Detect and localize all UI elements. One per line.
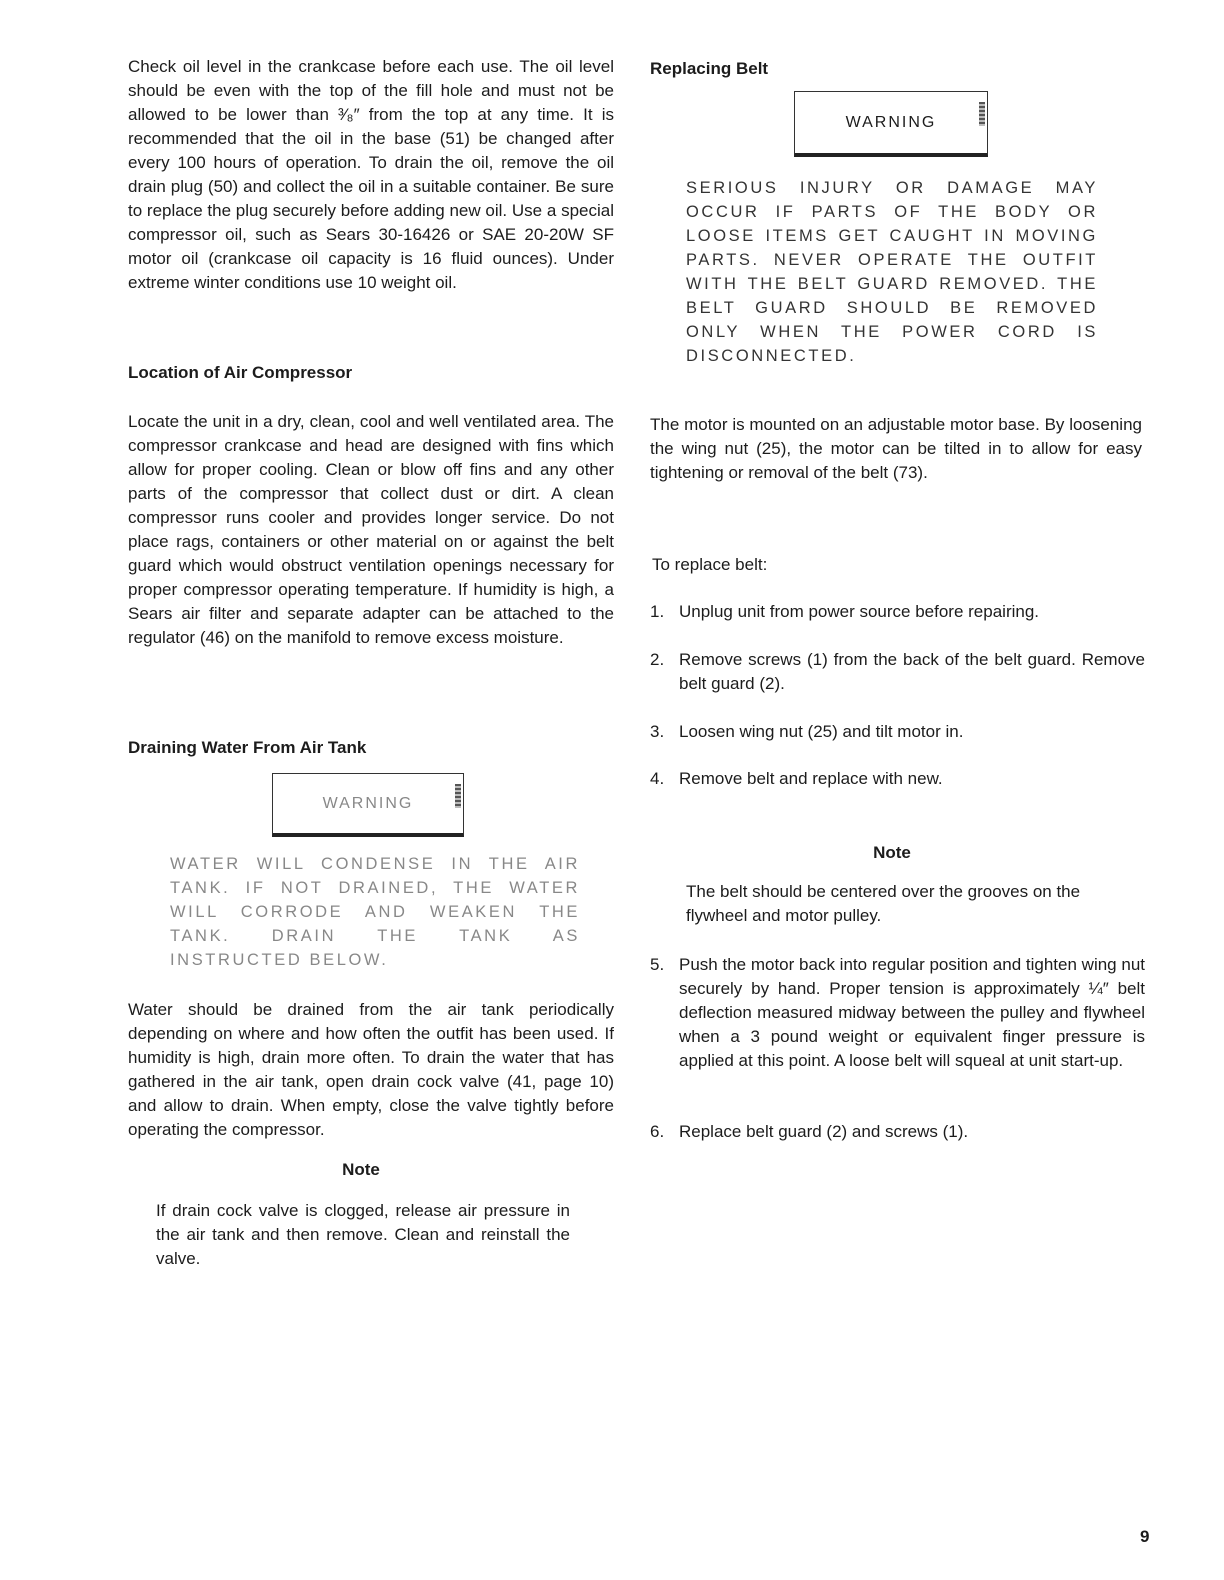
step-item <box>650 953 1145 1073</box>
oil-level-paragraph: Check oil level in the crankcase before each use. The oil level should be even with the top of the fill hole and must not be allowed to be lower than ³⁄₈″ from the top at any time. It is recommended that the oil in the base (51) be changed after every 100 hours of operation. To drain the oil, remove the oil drain plug (50) and collect the oil in a suitable container. Be sure to replace the plug securely before adding new oil. Use a special compressor oil, such as Sears 30-16426 or SAE 20-20W SF motor oil (crankcase oil capacity is 16 fluid ounces). Under extreme winter conditions use 10 weight oil. <box>128 57 614 292</box>
step-item <box>650 767 1145 791</box>
belt-warning-box <box>794 91 988 157</box>
warning-shade-icon <box>979 102 985 126</box>
belt-warning-label: WARNING <box>845 113 937 131</box>
step-text: Loosen wing nut (25) and tilt motor in. <box>679 722 964 741</box>
draining-heading: Draining Water From Air Tank <box>128 738 367 757</box>
step-number: 4. <box>650 769 665 788</box>
step-number: 6. <box>650 1122 665 1141</box>
belt-heading: Replacing Belt <box>650 59 769 78</box>
steps-intro: To replace belt: <box>652 555 768 574</box>
location-paragraph: Locate the unit in a dry, clean, cool and well ventilated area. The compressor crankcase and head are designed with fins which allow for proper cooling. Clean or blow off fins and any other parts of the compressor that collect dust or dirt. A clean compressor runs cooler and provides longer service. Do not place rags, containers or other material on or against the belt guard which would obstruct ventilation openings necessary for proper compressor operating temperature. If humidity is high, a Sears air filter and separate adapter can be attached to the regulator (46) on the manifold to remove excess moisture. <box>128 412 614 647</box>
belt-note-text: The belt should be centered over the grooves on the flywheel and motor pulley. <box>686 882 1081 925</box>
draining-paragraph: Water should be drained from the air tank periodically depending on where and how often the outfit has been used. If humidity is high, drain more often. To drain the water that has gathered in the air tank, open drain cock valve (41, page 10) and allow to drain. When empty, close the valve tightly before operating the compressor. <box>128 1000 614 1139</box>
belt-warning-text: SERIOUS INJURY OR DAMAGE MAY OCCUR IF PARTS OF THE BODY OR LOOSE ITEMS GET CAUGHT IN MOVING PARTS. NEVER OPERATE THE OUTFIT WITH THE BELT GUARD REMOVED. THE BELT GUARD SHOULD BE REMOVED ONLY WHEN THE POWER CORD IS DISCONNECTED. <box>686 179 1098 365</box>
step-text: Remove belt and replace with new. <box>679 769 943 788</box>
draining-note-text: If drain cock valve is clogged, release air pressure in the air tank and then remove. Clean and reinstall the valve. <box>156 1201 570 1268</box>
step-item <box>650 720 1145 744</box>
warning-shade-icon <box>455 784 461 808</box>
step-item <box>650 648 1145 696</box>
step-item <box>650 600 1145 624</box>
draining-note-title: Note <box>342 1160 380 1179</box>
step-text: Replace belt guard (2) and screws (1). <box>679 1122 969 1141</box>
draining-warning-label: WARNING <box>322 794 414 812</box>
location-heading: Location of Air Compressor <box>128 363 353 382</box>
page-number: 9 <box>1140 1527 1150 1546</box>
step-text: Remove screws (1) from the back of the belt guard. Remove belt guard (2). <box>679 650 1145 693</box>
step-text: Push the motor back into regular position and tighten wing nut securely by hand. Proper tension is approximately ¼″ belt deflection measured midway between the pulley and flywheel when a 3 pound weight or equivalent finger pressure is applied at this point. A loose belt will squeal at unit start-up. <box>679 955 1145 1070</box>
draining-warning-text: WATER WILL CONDENSE IN THE AIR TANK. IF NOT DRAINED, THE WATER WILL CORRODE AND WEAKEN THE TANK. DRAIN THE TANK AS INSTRUCTED BELOW. <box>170 855 580 969</box>
belt-note-title: Note <box>873 843 911 862</box>
step-item <box>650 1120 1145 1144</box>
step-number: 5. <box>650 955 665 974</box>
step-number: 3. <box>650 722 665 741</box>
step-number: 1. <box>650 602 665 621</box>
draining-warning-box <box>272 773 464 837</box>
motor-paragraph: The motor is mounted on an adjustable motor base. By loosening the wing nut (25), the motor can be tilted in to allow for easy tightening or removal of the belt (73). <box>650 415 1142 482</box>
step-text: Unplug unit from power source before repairing. <box>679 602 1040 621</box>
step-number: 2. <box>650 650 665 669</box>
